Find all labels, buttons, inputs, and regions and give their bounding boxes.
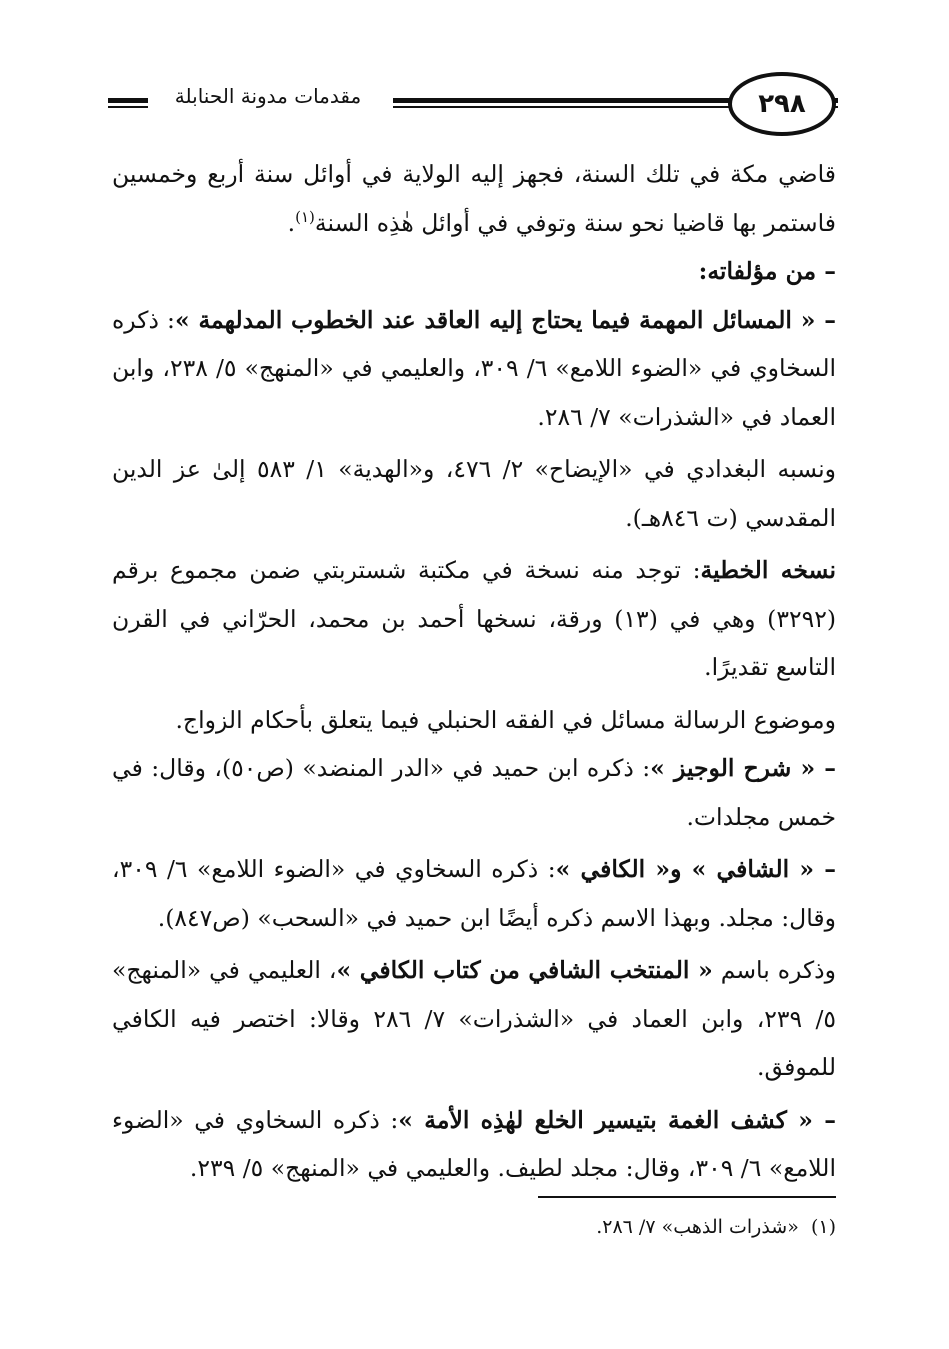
paragraph	[112, 445, 836, 542]
paragraph	[112, 1096, 836, 1193]
paragraph	[112, 546, 836, 692]
text-run: وذكره باسم	[712, 956, 836, 984]
footnote-reference: (١)	[295, 207, 315, 226]
paragraph	[112, 696, 836, 745]
text-run: وموضوع الرسالة مسائل في الفقه الحنبلي فيما يتعلق بأحكام الزواج.	[175, 705, 836, 734]
main-text	[112, 150, 836, 1193]
header-rule-left-thin	[108, 106, 148, 108]
text-run: : توجد منه نسخة في مكتبة شستربتي ضمن مجموع برقم (٣٢٩٢) وهي في (١٣) ورقة، نسخها أحمد بن محمد، الحرّاني في القرن التاسع تقديرًا.	[112, 556, 836, 681]
bold-text: « المنتخب الشافي من كتاب الكافي »	[336, 956, 713, 984]
footnotes	[420, 1212, 836, 1242]
paragraph	[112, 247, 836, 296]
paragraph	[112, 296, 836, 442]
paragraph	[112, 744, 836, 841]
paragraph	[112, 946, 836, 1092]
text-run: : ذكره السخاوي في «الضوء اللامع» ٦/ ٣٠٩، وقال: مجلد لطيف. والعليمي في «المنهج» ٥/ ٢٣٩.	[112, 1105, 836, 1182]
header-rule-left-thick	[108, 98, 148, 103]
header-rule-thin	[393, 106, 731, 108]
page-header	[108, 62, 838, 142]
page-number-oval	[728, 72, 836, 136]
text-run: قاضي مكة في تلك السنة، فجهز إليه الولاية في أوائل سنة أربع وخمسين فاستمر بها قاضيا نحو سنة وتوفي في أوائل هٰذِه السنة	[112, 160, 836, 237]
text-run: ، العليمي في «المنهج» ٥/ ٢٣٩، وابن العماد في «الشذرات» ٧/ ٢٨٦ وقالا: اختصر فيه الكافي للموفق.	[112, 956, 837, 1081]
bold-text: – « شرح الوجيز »	[650, 754, 837, 782]
bold-text: نسخه الخطية	[700, 556, 837, 584]
footnote-marker: (١)	[810, 1216, 836, 1238]
bold-text: – « الشافي » و« الكافي »	[555, 855, 836, 883]
footnote-text: «شذرات الذهب» ٧/ ٢٨٦.	[596, 1216, 799, 1238]
text-run: : ذكره السخاوي في «الضوء اللامع» ٦/ ٣٠٩، والعليمي في «المنهج» ٥/ ٢٣٨، وابن العماد في «الشذرات» ٧/ ٢٨٦.	[112, 305, 837, 431]
text-run: : ذكره السخاوي في «الضوء اللامع» ٦/ ٣٠٩، وقال: مجلد. وبهذا الاسم ذكره أيضًا ابن حميد في «السحب» (ص٨٤٧).	[112, 855, 836, 932]
bold-text: – من مؤلفاته:	[698, 257, 836, 285]
text-run: : ذكره ابن حميد في «الدر المنضد» (ص٥٠)، وقال: في خمس مجلدات.	[112, 754, 836, 831]
footnote	[420, 1212, 836, 1242]
bold-text: – « المسائل المهمة فيما يحتاج إليه العاقد عند الخطوب المدلهمة »	[174, 305, 836, 334]
footnote-separator	[538, 1196, 836, 1198]
text-run: .	[287, 208, 296, 237]
bold-text: – « كشف الغمة بتيسير الخلع لهٰذِه الأمة »	[398, 1105, 836, 1134]
page-number: ٢٩٨	[758, 89, 806, 119]
text-run: ونسبه البغدادي في «الإيضاح» ٢/ ٤٧٦، و«الهدية» ١/ ٥٨٣ إلىٰ عز الدين المقدسي (ت ٨٤٦هـ).	[112, 455, 837, 532]
paragraph	[112, 150, 836, 247]
running-head: مقدمات مدونة الحنابلة	[148, 84, 388, 108]
paragraph	[112, 845, 836, 942]
header-rule-thick	[393, 98, 731, 103]
